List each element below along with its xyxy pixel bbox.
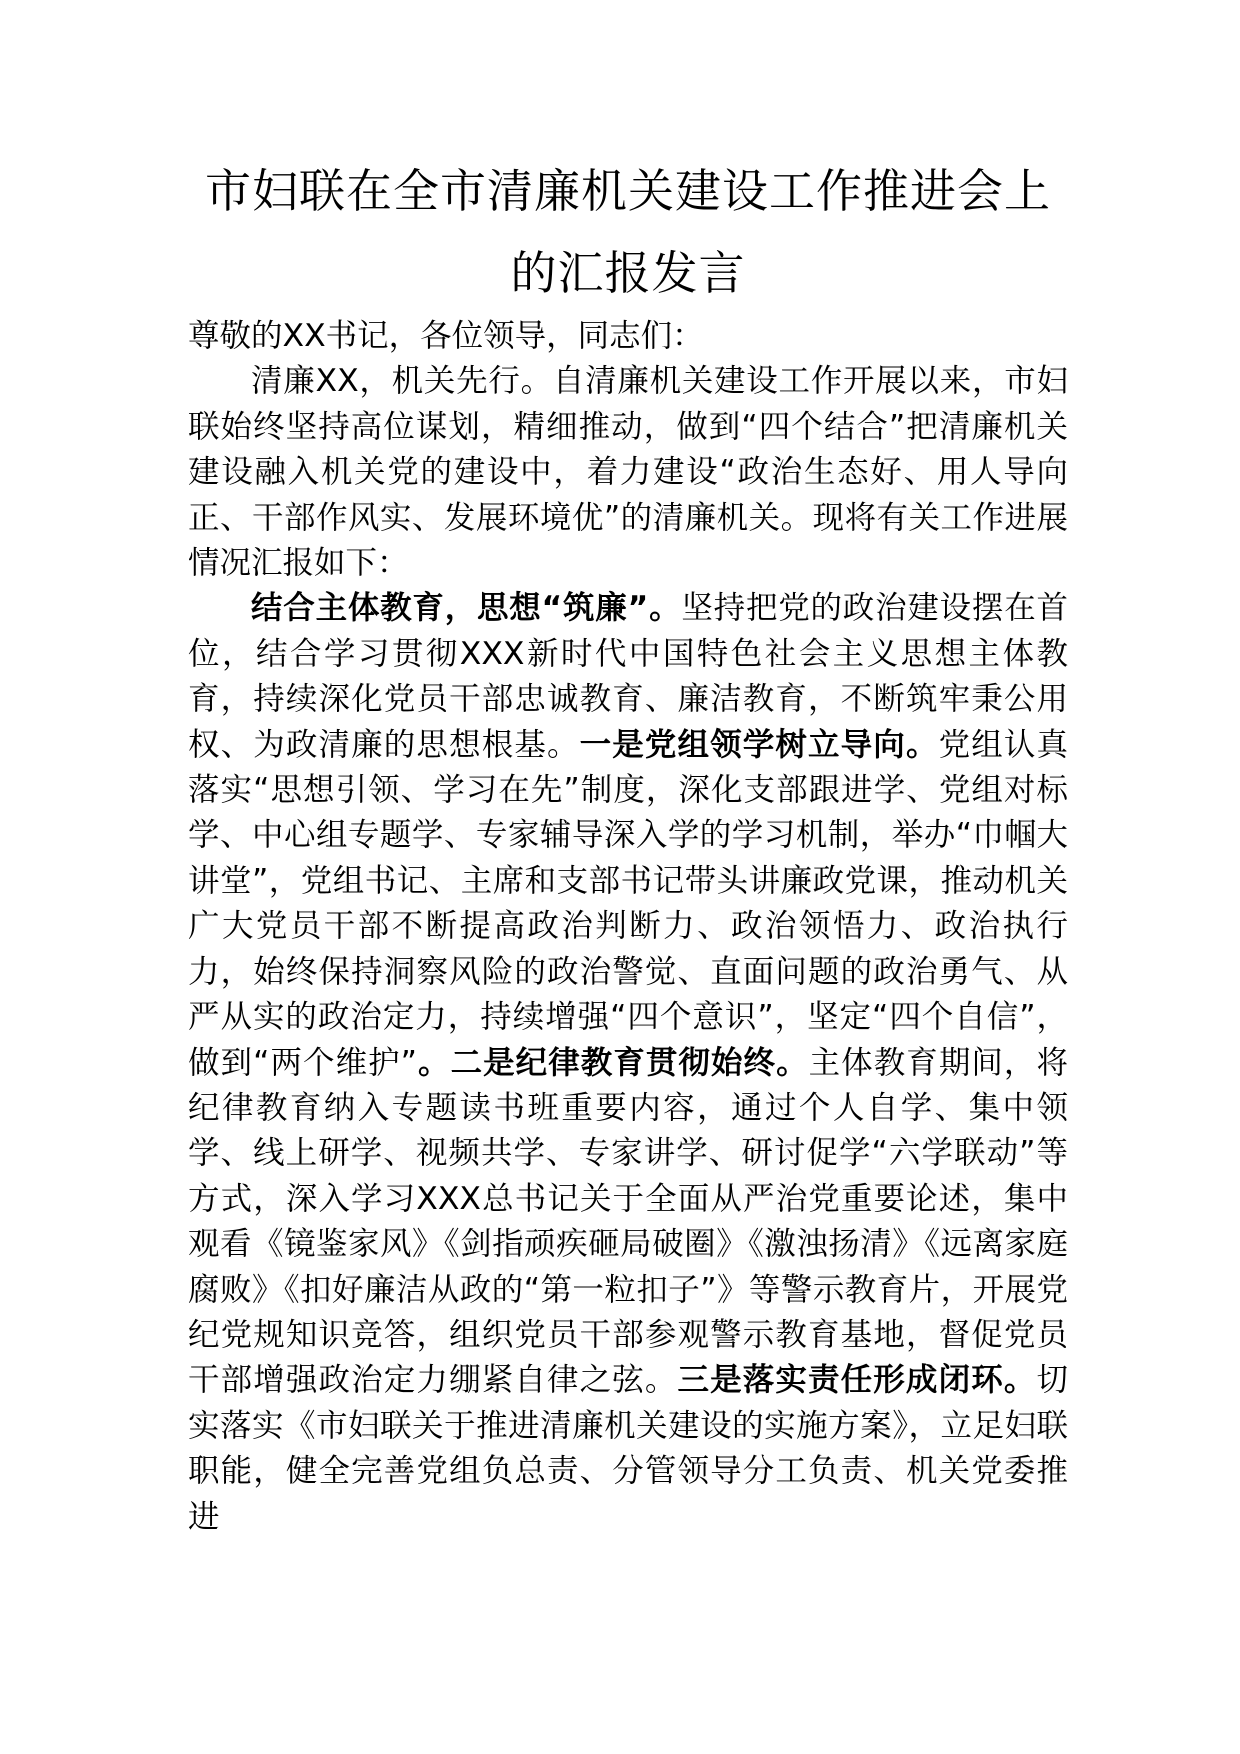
document-title [188,150,1068,314]
point-1-heading: 一是党组领学树立导向。 [579,726,939,763]
point-3-heading: 三是落实责任形成闭环。 [677,1362,1037,1399]
section-1-paragraph [188,586,1068,1540]
point-1-text: 党组认真落实“思想引领、学习在先”制度，深化支部跟进学、党组对标学、中心组专题学、专家辅导深入学的学习机制，举办“巾帼大讲堂”，党组书记、主席和支部书记带头讲廉政党课，推动机关广大党员干部不断提高政治判断力、政治领悟力、政治执行力，始终保持洞察风险的政治警觉、直面问题的政治勇气、从严从实的政治定力，持续增强“四个意识”，坚定“四个自信”，做到“两个维护” [188,726,1068,1081]
point-2-text: 主体教育期间，将纪律教育纳入专题读书班重要内容，通过个人自学、集中领学、线上研学、视频共学、专家讲学、研讨促学“六学联动”等方式，深入学习XXX总书记关于全面从严治党重要论述，集中观看《镜鉴家风》《剑指顽疾砸局破圈》《激浊扬清》《远离家庭腐败》《扣好廉洁从政的“第一粒扣子”》等警示教育片，开展党纪党规知识竞答，组织党员干部参观警示教育基地，督促党员干部增强政治定力绷紧自律之弦。 [188,1044,1068,1399]
title-line-2: 的汇报发言 [510,246,746,300]
salutation: 尊敬的XX书记，各位领导，同志们： [188,318,704,354]
section-1-heading: 结合主体教育，思想“筑廉”。 [251,590,682,627]
document-page [188,150,1068,1540]
title-line-1: 市妇联在全市清廉机关建设工作推进会上 [205,164,1051,218]
intro-paragraph: 清廉XX，机关先行。自清廉机关建设工作开展以来，市妇联始终坚持高位谋划，精细推动，做到“四个结合”把清廉机关建设融入机关党的建设中，着力建设“政治生态好、用人导向正、干部作风实、发展环境优”的清廉机关。现将有关工作进展情况汇报如下： [188,363,1068,582]
section-1-intro: 坚持把党的政治建设摆在首位，结合学习贯彻XXX新时代中国特色社会主义思想主体教育，持续深化党员干部忠诚教育、廉洁教育，不断筑牢秉公用权、为政清廉的思想根基。 [188,590,1068,763]
point-3-text: 切实落实《市妇联关于推进清廉机关建设的实施方案》，立足妇联职能，健全完善党组负总责、分管领导分工负责、机关党委推进 [188,1362,1068,1535]
point-2-heading: 。二是纪律教育贯彻始终。 [416,1044,809,1081]
document-body [188,314,1068,1540]
